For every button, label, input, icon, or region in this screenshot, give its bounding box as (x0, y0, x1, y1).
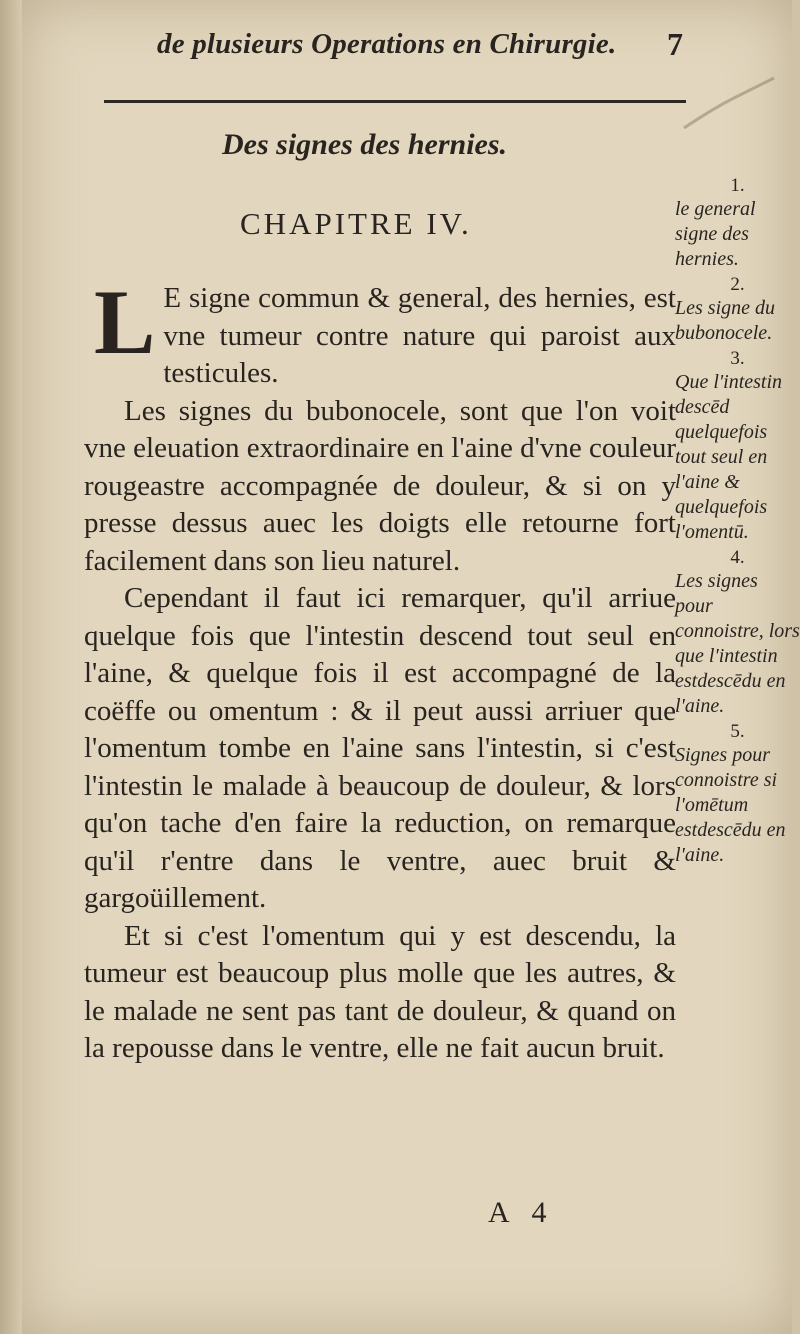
book-binding-edge (0, 0, 22, 1334)
paragraph-1 (84, 271, 676, 393)
margin-note-number: 1. (730, 175, 745, 196)
margin-note-text: Les signe du bubonocele. (675, 297, 775, 344)
margin-note-text: le general signe des hernies. (675, 198, 756, 270)
margin-note-text: Signes pour connoistre si l'omētum estdescēdu en l'aine. (675, 744, 786, 866)
paragraph-3: Cependant il faut ici remarquer, qu'il arriue quelque fois que l'intestin descend tout seul en l'aine, & quelque fois il est accompagné de la coëffe ou omentum : & il peut aussi arriuer que l'omentum tombe en l'aine sans l'intestin, si c'est l'intestin le malade à beaucoup de douleur, & lors qu'on tache d'en faire la reduction, on remarque qu'il r'entre dans le ventre, auec bruit & gargoüillement. (84, 582, 676, 914)
book-page (22, 0, 800, 1334)
paragraph-1-text: E signe commun & general, des hernies, est vne tumeur contre nature qui paroist aux testicules. (163, 282, 676, 389)
margin-note-4 (675, 547, 800, 719)
drop-cap: L (94, 271, 156, 373)
paragraph-2: Les signes du bubonocele, sont que l'on voit vne eleuation extraordinaire en l'aine d'vne couleur rougeastre accompagnée de douleur, & si on y presse dessus auec les doigts elle retourne fort facilement dans son lieu naturel. (84, 394, 676, 577)
margin-note-number: 2. (730, 274, 745, 295)
chapter-title: CHAPITRE IV. (240, 206, 472, 241)
margin-note-text: Que l'intestin descēd quelquefois tout seul en l'aine & quelquefois l'omentū. (675, 371, 783, 543)
margin-note-number: 5. (730, 721, 745, 742)
margin-note-3 (675, 348, 800, 545)
margin-note-2 (675, 274, 800, 346)
running-title: de plusieurs Operations en Chirurgie. (157, 28, 617, 60)
margin-note-1 (675, 175, 800, 272)
page-number: 7 (667, 26, 683, 62)
header-rule (104, 100, 686, 103)
margin-note-number: 4. (730, 547, 745, 568)
signature-catchword: A 4 (488, 1196, 555, 1229)
paragraph-4: Et si c'est l'omentum qui y est descendu, la tumeur est beaucoup plus molle que les autres, & le malade ne sent pas tant de douleur, & quand on la repousse dans le ventre, elle ne fait aucun bruit. (84, 919, 676, 1064)
margin-note-5 (675, 721, 800, 868)
body-text (84, 271, 676, 1068)
section-title: Des signes des hernies. (222, 128, 508, 161)
margin-notes (675, 175, 800, 870)
margin-note-number: 3. (730, 348, 745, 369)
stain-mark (674, 68, 784, 148)
margin-note-text: Les signes pour connoistre, lors que l'intestin estdescēdu en l'aine. (675, 570, 800, 717)
